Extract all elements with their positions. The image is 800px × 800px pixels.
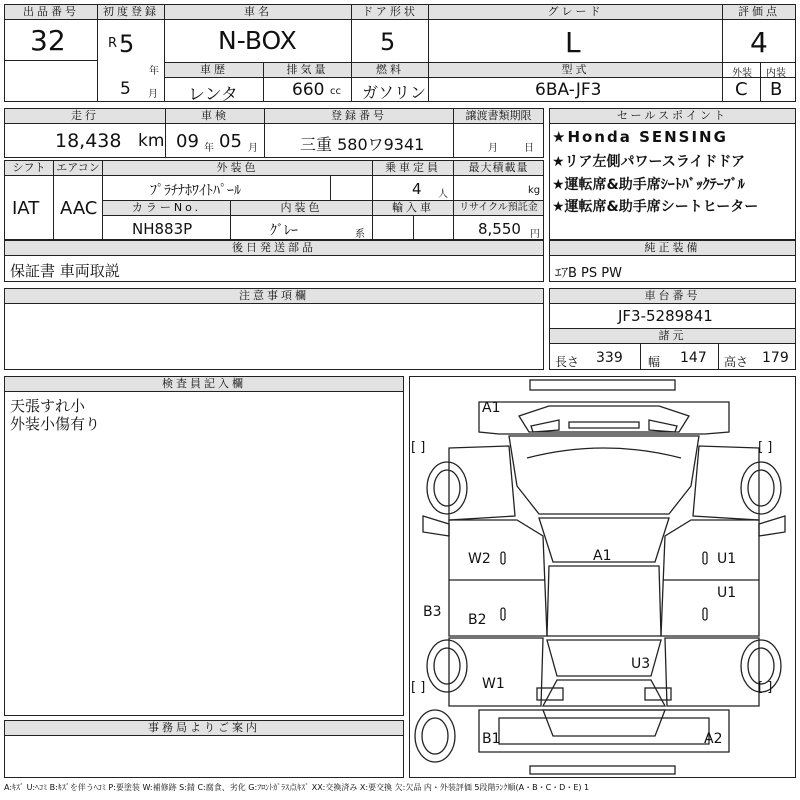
displacement-unit: cc [330, 86, 341, 97]
ext-score: C [735, 79, 748, 100]
score-label: 評価点 [723, 5, 795, 20]
month-unit: 月 [148, 89, 158, 100]
insp-month: 05 [219, 131, 242, 152]
ext-label: 外装 [732, 68, 752, 79]
notes-label: 注意事項欄 [5, 289, 543, 304]
mileage-label: 走行 [5, 109, 165, 124]
later-parts-label: 後日発送部品 [5, 241, 543, 256]
first-reg-label: 初度登録 [98, 5, 164, 20]
sales-point-4: ★運転席&助手席シートヒーター [552, 199, 759, 215]
mark-rear-hatch: U3 [631, 656, 651, 672]
inspector-line-1: 天張すれ小 [10, 397, 86, 415]
mileage-unit: km [138, 131, 165, 151]
mark-right-rear-door: U1 [717, 585, 737, 601]
insp-year-unit: 年 [204, 143, 214, 154]
sales-points-label: セールスポイント [550, 109, 795, 124]
door-label: ドア形状 [352, 5, 428, 20]
width-value: 147 [680, 350, 707, 366]
recycle-label: リサイクル預託金 [454, 201, 543, 215]
sales-point-1: ★Honda SENSING [552, 128, 728, 146]
inspection-label: 車検 [166, 109, 264, 124]
capacity-label: 乗車定員 [373, 161, 453, 176]
car-outline [409, 376, 796, 778]
lot-label: 出品番号 [5, 5, 97, 20]
int-color-unit: 系 [355, 229, 365, 240]
load-unit: kg [528, 185, 541, 196]
length-value: 339 [596, 350, 623, 366]
spec-label: 諸元 [550, 329, 795, 344]
history-value: レンタ [188, 85, 238, 105]
length-label: 長さ [555, 355, 580, 369]
model-name: N-BOX [218, 26, 297, 55]
type-value: 6BA-JF3 [535, 80, 602, 100]
history-label: 車歴 [165, 63, 263, 78]
grade-label: グレード [429, 5, 722, 20]
chassis-label: 車台番号 [550, 289, 795, 304]
color-no-label: カラーNo. [103, 201, 230, 215]
int-label: 内装 [766, 68, 786, 79]
height-label: 高さ [724, 355, 749, 369]
mileage-value: 18,438 [55, 130, 122, 152]
ext-color-label: 外装色 [103, 161, 372, 176]
reg-value: 三重 580ワ9341 [300, 135, 425, 154]
insp-year: 09 [176, 131, 199, 152]
capacity-value: 4 [412, 180, 422, 198]
ac-value: AAC [60, 198, 98, 219]
first-reg-month: 5 [120, 79, 131, 99]
mark-left-quarter: W1 [482, 676, 505, 692]
ac-label: エアコン [54, 161, 102, 176]
mark-left-front-door: W2 [468, 551, 491, 567]
mark-right-front-door: U1 [717, 551, 737, 567]
score-value: 4 [750, 26, 768, 59]
first-reg-year: 5 [119, 30, 135, 58]
office-label: 事務局よりご案内 [5, 721, 403, 736]
year-unit: 年 [149, 66, 159, 77]
inspector-label: 検査員記入欄 [5, 377, 403, 392]
insp-month-unit: 月 [248, 143, 258, 154]
mark-rear-bumper-right: A2 [704, 731, 723, 747]
capacity-unit: 人 [438, 189, 448, 200]
bracket-left-top: [ ] [411, 440, 426, 455]
import-label: 輸入車 [373, 201, 453, 215]
displacement-value: 660 [292, 80, 325, 100]
width-label: 幅 [648, 355, 661, 369]
displacement-label: 排気量 [264, 63, 351, 78]
int-color-label: 内装色 [231, 201, 372, 215]
transfer-label: 譲渡書類期限 [454, 109, 543, 124]
int-score: B [770, 79, 783, 100]
transfer-day: 日 [524, 143, 534, 154]
chassis-value: JF3-5289841 [618, 307, 713, 325]
fuel-value: ガソリン [362, 83, 427, 102]
int-color-value: ｸﾞﾚｰ [270, 223, 298, 239]
lot-number: 32 [30, 24, 66, 57]
inspector-line-2: 外装小傷有り [10, 415, 101, 433]
reg-label: 登録番号 [265, 109, 453, 124]
shift-value: IAT [12, 198, 40, 219]
later-parts-value: 保証書 車両取説 [10, 262, 120, 280]
grade-value: L [565, 26, 581, 59]
load-label: 最大積載量 [454, 161, 543, 176]
sales-point-3: ★運転席&助手席ｼｰﾄﾊﾞｯｸﾃｰﾌﾞﾙ [552, 177, 745, 193]
shift-label: シフト [5, 161, 53, 176]
mark-front-bumper: A1 [482, 400, 501, 416]
type-label: 型式 [429, 63, 722, 78]
model-label: 車名 [165, 5, 351, 20]
equipment-label: 純正装備 [550, 241, 795, 256]
ext-color-value: ﾌﾟﾗﾁﾅﾎﾜｲﾄﾊﾟｰﾙ [150, 183, 241, 199]
mark-left-mirror: B3 [423, 604, 442, 620]
equipment-value: ｴｱB PS PW [555, 266, 622, 281]
mark-rear-bumper-left: B1 [482, 731, 501, 747]
recycle-unit: 円 [530, 229, 540, 240]
sales-point-2: ★リア左側パワースライドドア [552, 154, 746, 170]
mark-roof: A1 [593, 548, 612, 564]
bracket-right-bottom: [ ] [758, 680, 773, 695]
era-label: R [108, 36, 118, 51]
bracket-left-bottom: [ ] [411, 680, 426, 695]
height-value: 179 [762, 350, 789, 366]
fuel-label: 燃料 [352, 63, 428, 78]
mark-left-rear-door: B2 [468, 612, 487, 628]
recycle-value: 8,550 [478, 220, 521, 238]
door-count: 5 [380, 28, 396, 56]
bracket-right-top: [ ] [758, 440, 773, 455]
transfer-month: 月 [488, 143, 498, 154]
legend-text: A:ｷｽﾞ U:ﾍｺﾐ B:ｷｽﾞを伴うﾍｺﾐ P:要塗装 W:補修跡 S:錆 C:腐食、劣化 G:ﾌﾛﾝﾄｶﾞﾗｽ点ｷｽﾞ XX:交換済み X:要交換 欠:欠品 内・外装評価 5段階ﾗﾝｸ順(A・B・C・D・E) 1 [4, 783, 590, 792]
color-no-value: NH883P [132, 220, 193, 238]
